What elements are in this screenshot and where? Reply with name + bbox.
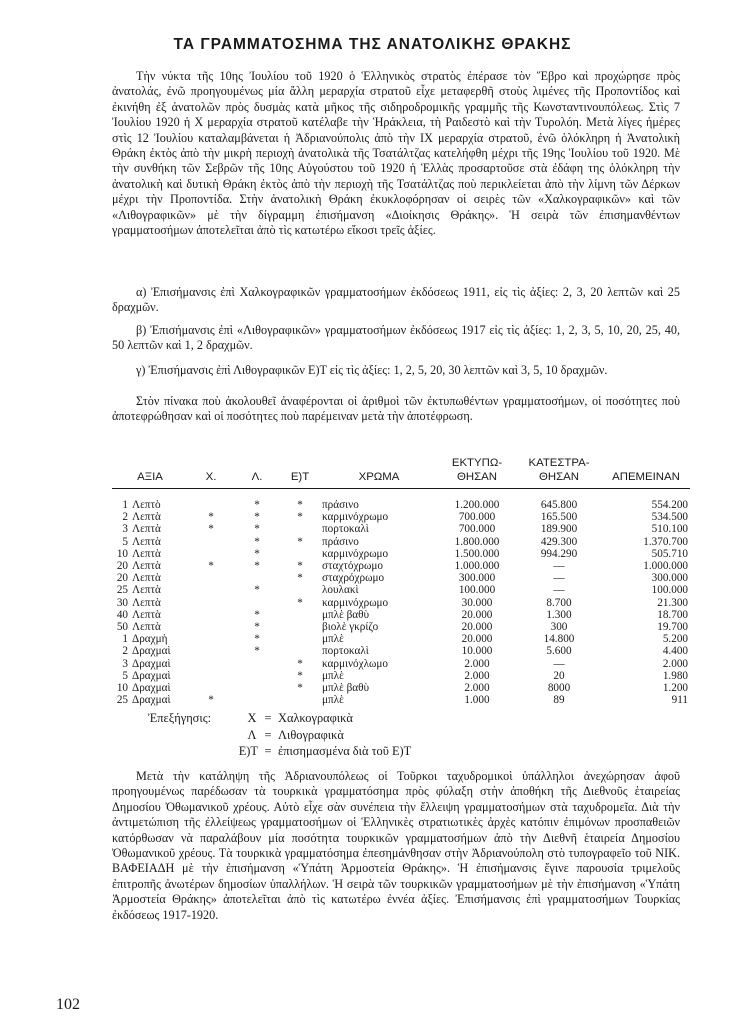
cell-l	[234, 670, 280, 682]
value-unit: Δραχμαὶ	[132, 682, 171, 695]
cell-color: πράσινο	[322, 499, 359, 511]
header-destroyed-line-1: ΚΑΤΕΣΤΡΑ-	[528, 457, 590, 469]
cell-x: *	[208, 694, 214, 707]
table-row	[112, 548, 690, 560]
cell-l: *	[254, 499, 260, 511]
cell-value	[112, 572, 188, 584]
cell-color: μπλὲ βαθὺ	[322, 682, 370, 695]
cell-value	[112, 658, 188, 670]
cell-x: *	[208, 523, 214, 536]
cell-l: *	[254, 511, 260, 524]
cell-value	[112, 560, 188, 572]
cell-printed: 2.000	[464, 657, 490, 670]
value-number: 20	[116, 560, 128, 573]
cell-remaining: 5.200	[662, 633, 688, 646]
cell-et: *	[297, 511, 303, 524]
cell-et: *	[297, 560, 303, 573]
value-unit: Λεπτὰ	[132, 560, 161, 573]
legend	[148, 710, 411, 760]
value-unit: Δραχμαὶ	[132, 657, 171, 670]
cell-destroyed: 189.900	[540, 523, 578, 536]
table-row	[112, 536, 690, 548]
cell-printed: 20.000	[461, 608, 493, 621]
cell-et: *	[297, 535, 303, 548]
cell-value	[112, 670, 188, 682]
cell-et: *	[297, 499, 303, 511]
cell-l: *	[254, 608, 260, 621]
table-row	[112, 597, 690, 609]
cell-et	[280, 548, 320, 560]
value-unit: Λεπτὰ	[132, 584, 161, 597]
value-unit: Λεπτὰ	[132, 572, 161, 585]
cell-color: σταχτόχρωμο	[322, 560, 383, 573]
cell-l	[234, 658, 280, 670]
cell-printed: 1.200.000	[454, 499, 500, 511]
cell-printed: 30.000	[461, 596, 493, 609]
value-number: 3	[122, 657, 128, 670]
cell-x: *	[208, 560, 214, 573]
value-number: 30	[116, 596, 128, 609]
value-unit: Λεπτὰ	[132, 596, 161, 609]
cell-color: σταχρόχρωμο	[322, 572, 385, 585]
cell-remaining: 554.200	[651, 499, 688, 511]
cell-x	[188, 536, 234, 548]
cell-color: μπλὲ	[322, 633, 344, 646]
value-number: 5	[122, 535, 128, 548]
cell-destroyed: 8000	[547, 682, 571, 695]
cell-destroyed: 645.800	[540, 499, 578, 511]
cell-x	[188, 682, 234, 694]
table-row	[112, 489, 690, 512]
table-row	[112, 584, 690, 596]
cell-printed: 1.500.000	[454, 547, 500, 560]
cell-value	[112, 489, 188, 512]
cell-remaining: 300.000	[651, 572, 688, 585]
cell-et: *	[297, 657, 303, 670]
table-row	[112, 658, 690, 670]
cell-x	[188, 658, 234, 670]
cell-destroyed: 20	[553, 669, 565, 682]
cell-color: καρμινόχρωμο	[322, 547, 389, 560]
cell-et	[280, 633, 320, 645]
cell-value	[112, 645, 188, 657]
cell-l: *	[254, 560, 260, 573]
cell-x: *	[208, 511, 214, 524]
cell-color: καρμινόχρωμο	[322, 511, 389, 524]
cell-destroyed: 89	[553, 694, 565, 707]
cell-destroyed: 165.500	[540, 511, 578, 524]
cell-printed: 2.000	[464, 669, 490, 682]
table-row	[112, 682, 690, 694]
cell-destroyed: —	[553, 572, 565, 585]
cell-remaining: 505.710	[651, 547, 688, 560]
value-unit: Δραχμαὶ	[132, 669, 171, 682]
cell-color: λουλακὶ	[322, 584, 359, 597]
table-row	[112, 560, 690, 572]
cell-et	[280, 694, 320, 706]
value-unit: Λεπτὰ	[132, 547, 161, 560]
cell-l: *	[254, 645, 260, 658]
legend-text-x: Χαλκογραφικὰ	[278, 711, 353, 725]
list-item-b: β) Ἐπισήμανσις ἐπὶ «Λιθογραφικῶν» γραμματοσήμων ἐκδόσεως 1917 εἰς τὶς ἀξίες: 1, 2, 3, 5, 10, 20, 25, 40, 50 λεπτῶν καὶ 1, 2 δραχμῶν.	[112, 323, 680, 353]
header-color: ΧΡΩΜΑ	[320, 456, 438, 489]
table-body	[112, 489, 690, 707]
list-item-g: γ) Ἐπισήμανσις ἐπὶ Λιθογραφικῶν Ε)Τ εἰς τὶς ἀξίες: 1, 2, 5, 20, 30 λεπτῶν καὶ 3, 5, 10 δραχμῶν.	[136, 363, 608, 377]
header-printed-line-1: ΕΚΤΥΠΩ-	[451, 457, 503, 469]
cell-destroyed: —	[553, 560, 565, 573]
legend-eq-et: =	[264, 744, 272, 759]
cell-color: πορτοκαλὶ	[322, 523, 369, 536]
value-number: 10	[116, 547, 128, 560]
cell-l	[234, 694, 280, 706]
cell-l: *	[254, 621, 260, 634]
cell-x	[188, 572, 234, 584]
cell-x	[188, 597, 234, 609]
value-unit: Λεπτὰ	[132, 535, 161, 548]
table-intro-paragraph: Στὸν πίνακα ποὺ ἀκολουθεῖ ἀναφέρονται οἱ ἀριθμοὶ τῶν ἐκτυπωθέντων γραμματοσήμων, οἱ ποσότητες ποὺ ἀποτεφρώθησαν καὶ οἱ ποσότητες ποὺ παρέμειναν μετὰ τὴν ἀποτέφρωση.	[112, 394, 680, 424]
cell-remaining: 534.500	[651, 511, 688, 524]
header-et: Ε)Τ	[280, 456, 320, 489]
page-title: ΤΑ ΓΡΑΜΜΑΤΟΣΗΜΑ ΤΗΣ ΑΝΑΤΟΛΙΚΗΣ ΘΡΑΚΗΣ	[173, 36, 572, 53]
cell-et: *	[297, 596, 303, 609]
cell-remaining: 4.400	[662, 645, 688, 658]
cell-et	[280, 621, 320, 633]
value-unit: Λεπτὸ	[132, 499, 161, 511]
cell-destroyed: 429.300	[540, 535, 578, 548]
value-number: 1	[122, 633, 128, 646]
cell-destroyed: 300	[550, 621, 568, 634]
cell-printed: 700.000	[458, 523, 496, 536]
value-unit: Δραχμὴ	[132, 633, 168, 646]
cell-destroyed: 8.700	[546, 596, 572, 609]
cell-et	[280, 584, 320, 596]
cell-destroyed: —	[553, 584, 565, 597]
cell-l	[234, 682, 280, 694]
cell-remaining: 1.980	[662, 669, 688, 682]
cell-remaining: 2.000	[662, 657, 688, 670]
cell-value	[112, 609, 188, 621]
cell-et	[280, 609, 320, 621]
cell-x	[188, 489, 234, 512]
cell-l	[234, 597, 280, 609]
cell-l: *	[254, 584, 260, 597]
value-number: 25	[116, 584, 128, 597]
page-number: 102	[56, 996, 80, 1013]
cell-color: μπλὲ	[322, 669, 344, 682]
header-remaining: ΑΠΕΜΕΙΝΑΝ	[602, 456, 690, 489]
cell-color: βιολὲ γκρίζο	[322, 621, 379, 634]
value-number: 50	[116, 621, 128, 634]
cell-et	[280, 523, 320, 535]
cell-remaining: 100.000	[651, 584, 688, 597]
table-row	[112, 511, 690, 523]
cell-destroyed: —	[553, 657, 565, 670]
header-printed	[438, 456, 516, 489]
header-x: Χ.	[188, 456, 234, 489]
cell-remaining: 510.100	[651, 523, 688, 536]
header-destroyed	[516, 456, 602, 489]
legend-eq-l: =	[264, 727, 272, 742]
value-number: 2	[122, 511, 128, 524]
cell-l: *	[254, 523, 260, 536]
cell-printed: 2.000	[464, 682, 490, 695]
legend-key-et: Ε)Τ	[238, 744, 258, 759]
legend-key-l: Λ	[247, 727, 257, 742]
cell-x	[188, 548, 234, 560]
table-row	[112, 633, 690, 645]
cell-value	[112, 694, 188, 706]
cell-value	[112, 536, 188, 548]
value-number: 10	[116, 682, 128, 695]
closing-paragraph: Μετὰ τὴν κατάληψη τῆς Ἀδριανουπόλεως οἱ Τοῦρκοι ταχυδρομικοὶ ὑπάλληλοι ἀνεχώρησαν ἀφοῦ προηγουμένως παρέδωσαν τὰ τουρκικὰ γραμματόσημα πρὸς φύλαξη στὴν ἀποθήκη τῆς Διεθνοῦς ἑταιρείας Δημοσίου Ὀθωμανικοῦ χρέους. Αὐτὸ εἶχε σὰν συνέπεια τὴν ἔλλειψη γραμματοσήμων στὰ ταχυδρομεῖα. Διὰ τὴν ἀντιμετώπιση τῆς ἐλλείψεως γραμματοσήμων οἱ Ἑλληνικὲς στρατιωτικὲς ἀρχὲς κατόπιν ἐπιμόνων προσπαθειῶν κατόρθωσαν νὰ παραλάβουν μία ποσότητα τουρκικῶν γραμματοσήμων ἀπὸ τὴν Διεθνῆ ἑταιρεία Δημοσίου Ὀθωμανικοῦ χρέους. Τὰ τουρκικὰ γραμματόσημα ἐπεσημάνθησαν στὴν Ἀδριανούπολη στὸ τυπογραφεῖο τοῦ ΝΙΚ. ΒΑΦΕΙΑΔΗ μὲ τὴν ἐπισήμανση «Ὑπάτη Ἁρμοστεία Θράκης». Ἡ ἐπισήμανσις ἔγινε παρουσία τριμελοῦς ἐπιτροπῆς ἀνωτέρων δημοσίων ὑπαλλήλων. Ἡ σειρὰ τῶν τουρκικῶν γραμματοσήμων μὲ τὴν ἐπισήμανση «Ὑπάτη Ἁρμοστεία Θράκης» ἀποτελεῖται ἀπὸ τὶς κατωτέρω ἐννέα ἀξίες. Ἐπισήμανσις ἐπὶ γραμματοσήμων Τουρκίας ἐκδόσεως 1917-1920.	[112, 769, 680, 922]
cell-value	[112, 682, 188, 694]
cell-l: *	[254, 535, 260, 548]
cell-value	[112, 523, 188, 535]
legend-text-l: Λιθογραφικὰ	[278, 727, 344, 742]
cell-color: καρμινόχλωμο	[322, 657, 388, 670]
cell-et: *	[297, 669, 303, 682]
cell-destroyed: 1.300	[546, 608, 572, 621]
value-number: 25	[116, 694, 128, 707]
value-unit: Δραχμαὶ	[132, 645, 171, 658]
value-unit: Λεπτὰ	[132, 523, 161, 536]
value-unit: Δραχμαὶ	[132, 694, 171, 707]
legend-row-et	[148, 743, 411, 760]
header-destroyed-line-2: ΘΗΣΑΝ	[539, 471, 579, 483]
cell-l: *	[254, 633, 260, 646]
cell-remaining: 18.700	[657, 608, 688, 621]
table-row	[112, 694, 690, 706]
legend-text-et: ἐπισημασμένα διὰ τοῦ Ε)Τ	[278, 744, 412, 759]
legend-row-x	[148, 710, 411, 727]
legend-eq-x: =	[264, 711, 272, 725]
cell-value	[112, 597, 188, 609]
value-unit: Λεπτὰ	[132, 621, 161, 634]
cell-value	[112, 548, 188, 560]
intro-paragraph: Τὴν νύκτα τῆς 10ης Ἰουλίου τοῦ 1920 ὁ Ἑλληνικὸς στρατὸς ἐπέρασε τὸν Ἕβρο καὶ προχώρησε πρὸς ἀνατολάς, ἐνῶ προηγουμένως μία ἄλλη μεραρχία στρατοῦ εἶχε μεταφερθῆ στοὺς λιμένες τῆς Προποντίδος καὶ ἐκινήθη ἐξ ἀνατολῶν πρὸς δυσμὰς κατὰ μῆκος τῆς σιδηροδρομικῆς γραμμῆς τῆς Κωνσταντινουπόλεως. Στὶς 7 Ἰουλίου 1920 ἡ Χ μεραρχία στρατοῦ κατέλαβε τὴν Ἡράκλεια, τὴ Ραιδεστὸ καὶ τὴν Τυρολόη. Μετὰ λίγες ἡμέρες στὶς 12 Ἰουλίου καταλαμβάνεται ἡ Ἀδριανούπολις ἀπὸ τὴν ΙΧ μεραρχία στρατοῦ, ἐνῶ ὁλόκληρη ἡ Ἀνατολικὴ Θράκη ἐκτὸς ἀπὸ τὴν μικρὴ περιοχὴ ἀνατολικὰ τῆς Τσατάλτζας κατελήφθη μέχρι τῆς 19ης Ἰουλίου τοῦ 1920. Μὲ τὴν συνθήκη τῶν Σεβρῶν τῆς 10ης Αὐγούστου τοῦ 1920 ἡ Ἑλλὰς προσαρτοῦσε στὰ ἐδάφη της ὁλόκληρη τὴν ἀνατολικὴ καὶ δυτικὴ Θράκη ἐκτὸς ἀπὸ τὴν περιοχὴ τῆς Τσατάλτζας ποὺ περικλείεται ἀπὸ τὴν λίμνη τῶν Δέρκων μέχρι τὴν Προποντίδα. Στὴν ἀνατολικὴ Θράκη ἐκυκλοφόρησαν οἱ σειρὲς τῶν «Χαλκογραφικῶν» καὶ τῶν «Λιθογραφικῶν» μὲ τὴν δίγραμμη ἐπισήμανση «Διοίκησις Θράκης». Ἡ σειρὰ τῶν ἐπισημανθέντων γραμματοσήμων ἀποτελεῖται ἀπὸ τὶς κατωτέρω εἴκοσι τρεῖς ἀξίες.	[112, 69, 680, 238]
cell-x	[188, 584, 234, 596]
value-unit: Λεπτὰ	[132, 511, 161, 524]
legend-spacer	[148, 743, 234, 760]
table-row	[112, 572, 690, 584]
cell-l	[234, 572, 280, 584]
cell-remaining: 21.300	[657, 596, 688, 609]
cell-color: καρμινόχρωμο	[322, 596, 389, 609]
cell-value	[112, 633, 188, 645]
cell-color: μπλὲ βαθὺ	[322, 608, 370, 621]
table-row	[112, 645, 690, 657]
cell-et	[280, 645, 320, 657]
value-number: 20	[116, 572, 128, 585]
legend-label: Ἐπεξήγησις:	[148, 711, 212, 725]
cell-remaining: 1.000.000	[643, 560, 688, 573]
cell-printed: 700.000	[458, 511, 496, 524]
cell-x	[188, 633, 234, 645]
cell-printed: 100.000	[458, 584, 496, 597]
value-number: 1	[122, 499, 128, 511]
cell-printed: 20.000	[461, 621, 493, 634]
cell-color: μπλὲ	[322, 694, 344, 707]
cell-destroyed: 994.290	[540, 547, 578, 560]
header-l: Λ.	[234, 456, 280, 489]
stamp-table	[112, 456, 690, 706]
table-row	[112, 670, 690, 682]
cell-remaining: 1.200	[662, 682, 688, 695]
header-printed-line-2: ΘΗΣΑΝ	[457, 471, 497, 483]
cell-x	[188, 621, 234, 633]
cell-value	[112, 511, 188, 523]
legend-spacer	[148, 727, 246, 744]
cell-printed: 1.800.000	[454, 535, 500, 548]
header-value: ΑΞΙΑ	[112, 456, 188, 489]
cell-printed: 300.000	[458, 572, 496, 585]
value-number: 40	[116, 608, 128, 621]
value-unit: Λεπτὰ	[132, 608, 161, 621]
cell-value	[112, 584, 188, 596]
cell-printed: 1.000.000	[454, 560, 500, 573]
legend-row-l	[148, 727, 411, 744]
cell-et: *	[297, 682, 303, 695]
cell-remaining: 19.700	[657, 621, 688, 634]
table-header-row	[112, 456, 690, 489]
cell-x	[188, 670, 234, 682]
list-item-a: α) Ἐπισήμανσις ἐπὶ Χαλκογραφικῶν γραμματοσήμων ἐκδόσεως 1911, εἰς τὶς ἀξίες: 2, 3, 20 λεπτῶν καὶ 25 δραχμῶν.	[112, 285, 680, 315]
cell-remaining: 1.370.700	[643, 535, 688, 548]
cell-remaining: 911	[671, 694, 688, 707]
table-row	[112, 621, 690, 633]
cell-destroyed: 14.800	[543, 633, 575, 646]
cell-printed: 20.000	[461, 633, 493, 646]
cell-et: *	[297, 572, 303, 585]
value-number: 2	[122, 645, 128, 658]
cell-x	[188, 609, 234, 621]
cell-printed: 1.000	[464, 694, 490, 707]
table-row	[112, 609, 690, 621]
cell-color: πορτοκαλὶ	[322, 645, 369, 658]
cell-l: *	[254, 547, 260, 560]
cell-x	[188, 645, 234, 657]
cell-printed: 10.000	[461, 645, 493, 658]
cell-value	[112, 621, 188, 633]
legend-key-x: Χ	[247, 711, 257, 725]
value-number: 3	[122, 523, 128, 536]
table-row	[112, 523, 690, 535]
value-number: 5	[122, 669, 128, 682]
cell-color: πράσινο	[322, 535, 359, 548]
cell-destroyed: 5.600	[546, 645, 572, 658]
